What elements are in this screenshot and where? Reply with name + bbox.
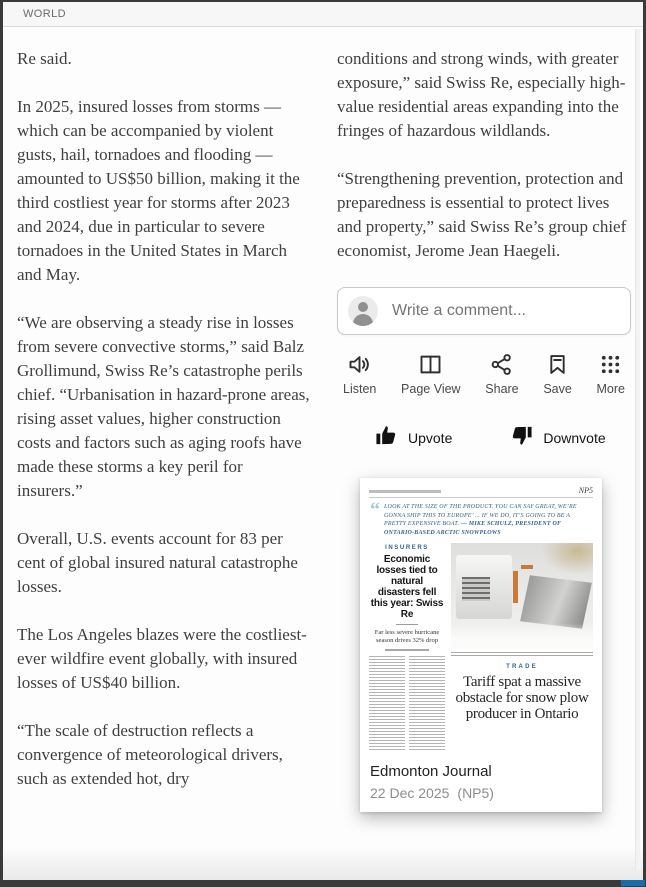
article-paragraph: “We are observing a steady rise in losses from severe convective storms,” said Balz Grollimund, Swiss Re’s catastrophe perils chief. “Urbanisation in hazard-prone areas, rising asset values, higher construction costs and factors such as aging roofs have made these storms a key peril for insurers.”	[17, 313, 310, 500]
trade-kicker: TRADE	[506, 664, 538, 670]
bottom-fade	[3, 846, 643, 880]
thumbs-up-icon	[375, 424, 398, 452]
save-button[interactable]	[543, 351, 572, 396]
share-nodes-icon	[488, 351, 515, 378]
share-label: Share	[485, 382, 519, 396]
page-folio: NP5	[578, 486, 593, 495]
comment-input[interactable]	[390, 301, 620, 321]
newspaper-right-article	[451, 543, 593, 752]
article-paragraph: Re said.	[17, 49, 72, 68]
byline-placeholder	[385, 649, 429, 651]
vote-bar	[337, 424, 631, 452]
upvote-label: Upvote	[408, 430, 453, 446]
article-paragraph: “The scale of destruction reflects a convergence of meteorological drivers, such as extended hot, dry	[17, 721, 283, 788]
photo-caption-placeholder	[451, 652, 593, 657]
page-view-icon	[417, 351, 444, 378]
save-label: Save	[543, 382, 572, 396]
snow-plow-photo	[451, 543, 593, 649]
grid-dots-icon	[597, 351, 624, 378]
publication-name: Edmonton Journal	[370, 763, 492, 780]
newspaper-left-article	[369, 543, 445, 752]
more-label: More	[596, 382, 625, 396]
more-button[interactable]	[597, 351, 625, 396]
insurers-headline: Economic losses tied to natural disasters fell this year: Swiss Re	[370, 554, 444, 620]
speaker-icon	[346, 351, 373, 378]
newspaper-page-thumbnail	[360, 478, 602, 756]
body-text-placeholder	[369, 656, 445, 752]
user-avatar-icon	[348, 296, 378, 326]
downvote-button[interactable]	[510, 424, 605, 452]
article-body	[3, 27, 643, 815]
listen-button[interactable]	[343, 351, 376, 396]
section-label: WORLD	[23, 8, 66, 20]
issue-card-footer	[360, 756, 602, 812]
page-view-label: Page View	[401, 382, 461, 396]
insurers-subhead: Far less severe hurricane season drives 32% drop	[374, 629, 440, 644]
article-column-right-text	[337, 47, 631, 263]
pull-quote-text: LOOK AT THE SIZE OF THE PRODUCT. YOU CAN SAY GREAT, WE’RE GONNA SHIP THIS TO EUROPE’ ... IF WE DO, IT’S GOING TO BE A PRETTY EXPENSIVE BOAT.	[384, 504, 577, 527]
section-bar	[3, 2, 643, 27]
share-button[interactable]	[485, 351, 518, 396]
pull-quote-block	[370, 499, 592, 537]
page-view-button[interactable]	[401, 351, 461, 396]
article-paragraph: Overall, U.S. events account for 83 per cent of global insured natural catastrophe losses.	[17, 529, 298, 596]
pull-quote-attribution: — MIKE SCHULZ, PRESIDENT OF ONTARIO-BASED ARCTIC SNOWPLOWS	[384, 521, 562, 536]
quote-mark-icon: “	[370, 499, 380, 521]
article-paragraph: “Strengthening prevention, protection and preparedness is essential to protect lives and property,” said Swiss Re’s group chief economist, Jerome Jean Haegeli.	[337, 169, 627, 260]
article-paragraph: In 2025, insured losses from storms — which can be accompanied by violent gusts, hail, tornadoes and flooding — amounted to US$50 billion, making it the third costliest year for storms after 2023 and 2024, due in particular to severe tornadoes in the United States in March and May.	[17, 97, 300, 284]
masthead-text-placeholder	[369, 490, 441, 493]
listen-label: Listen	[343, 382, 377, 396]
article-column-right	[337, 47, 631, 815]
vertical-scrollbar[interactable]	[635, 29, 640, 870]
article-column-left	[17, 47, 311, 815]
issue-page-ref: (NP5)	[457, 785, 494, 801]
article-action-bar	[337, 351, 631, 396]
downvote-label: Downvote	[543, 430, 606, 446]
news-reader-window	[3, 2, 643, 880]
bookmark-icon	[544, 351, 571, 378]
issue-date: 22 Dec 2025	[370, 785, 450, 801]
comment-box[interactable]	[337, 287, 631, 335]
newspaper-masthead	[369, 486, 593, 498]
article-paragraph: conditions and strong winds, with greater exposure,” said Swiss Re, especially high-value residential areas expanding into the fringes of hazardous wildlands.	[337, 49, 626, 140]
taskbar-accent	[621, 880, 645, 886]
thumbs-down-icon	[510, 424, 533, 452]
article-paragraph: The Los Angeles blazes were the costliest-ever wildfire event globally, with insured losses of US$40 billion.	[17, 625, 307, 692]
upvote-button[interactable]	[375, 424, 452, 452]
trade-headline: Tariff spat a massive obstacle for snow plow producer in Ontario	[455, 674, 589, 722]
insurers-kicker: INSURERS	[385, 545, 429, 551]
issue-card[interactable]	[360, 478, 602, 812]
